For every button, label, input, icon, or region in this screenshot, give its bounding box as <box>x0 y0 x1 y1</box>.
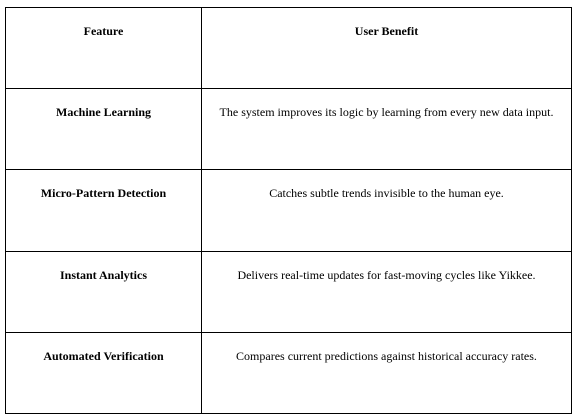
feature-cell: Micro-Pattern Detection <box>6 170 202 251</box>
feature-cell: Automated Verification <box>6 332 202 413</box>
feature-benefit-table <box>5 7 572 414</box>
feature-cell: Machine Learning <box>6 89 202 170</box>
benefit-cell: Catches subtle trends invisible to the human eye. <box>202 170 572 251</box>
table-row <box>6 332 572 413</box>
header-feature: Feature <box>6 8 202 89</box>
table-row <box>6 170 572 251</box>
table-row <box>6 251 572 332</box>
table-header-row <box>6 8 572 89</box>
benefit-cell: The system improves its logic by learning from every new data input. <box>202 89 572 170</box>
table-row <box>6 89 572 170</box>
benefit-cell: Compares current predictions against historical accuracy rates. <box>202 332 572 413</box>
feature-cell: Instant Analytics <box>6 251 202 332</box>
header-user-benefit: User Benefit <box>202 8 572 89</box>
benefit-cell: Delivers real-time updates for fast-moving cycles like Yikkee. <box>202 251 572 332</box>
